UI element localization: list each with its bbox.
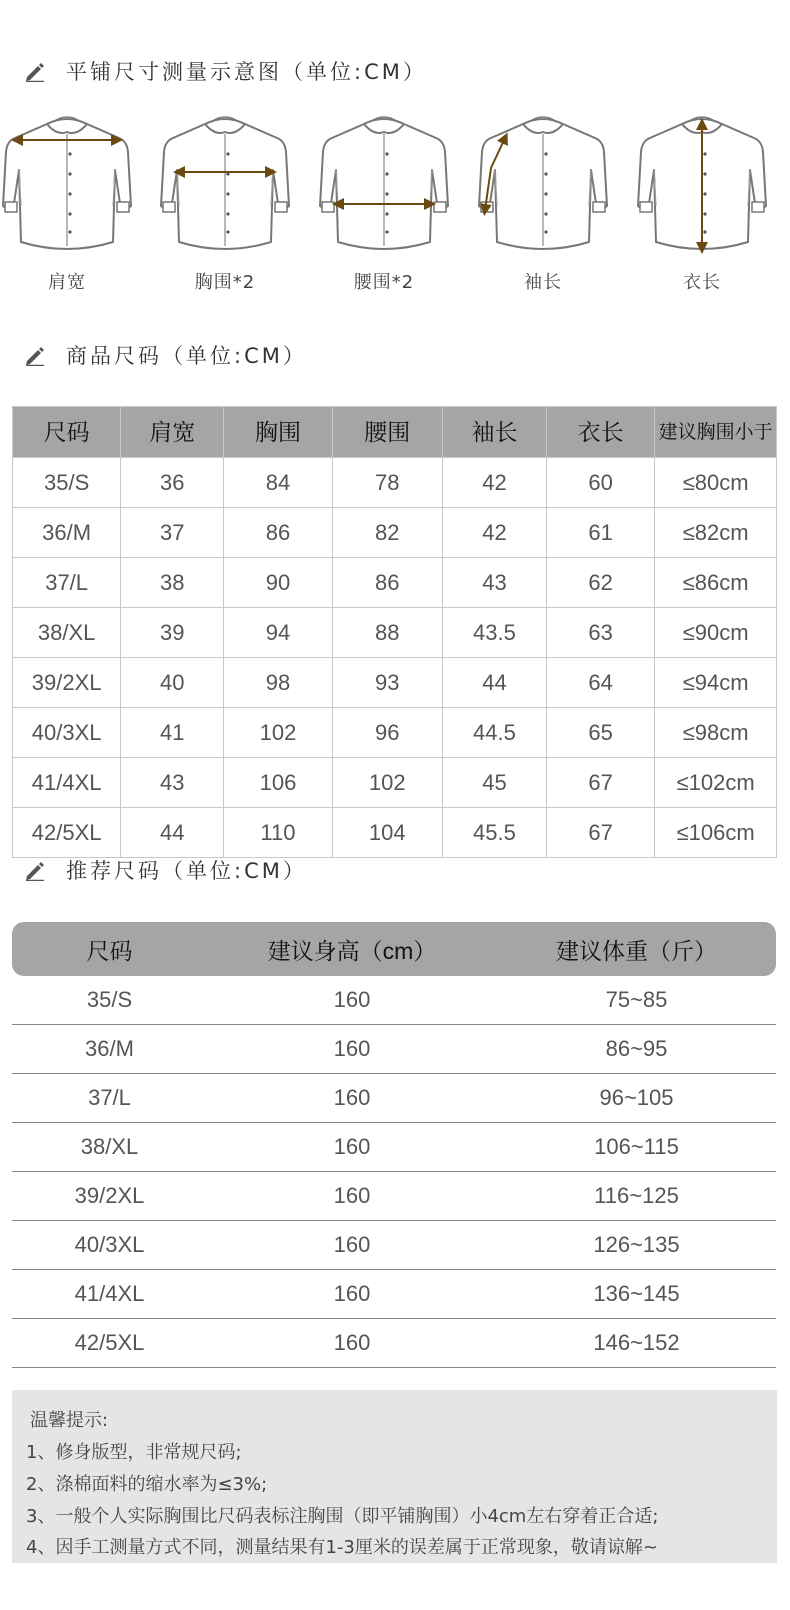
table-cell: 36/M — [85, 1036, 134, 1061]
recommend-col-header: 建议身高（cm） — [267, 937, 437, 964]
table-cell: 37/L — [13, 558, 121, 608]
table-cell: 42 — [442, 458, 546, 508]
table-row — [12, 1319, 776, 1368]
table-cell: 65 — [547, 708, 655, 758]
table-cell: ≤94cm — [655, 658, 777, 708]
recommend-table — [12, 976, 776, 1368]
table-cell: 67 — [547, 758, 655, 808]
table-cell: 37/L — [88, 1085, 131, 1110]
table-cell: 86 — [224, 508, 332, 558]
table-row — [12, 976, 776, 1025]
table-row — [12, 1270, 776, 1319]
table-cell: 160 — [333, 987, 371, 1012]
measure-chest — [155, 110, 295, 310]
table-cell: 45.5 — [442, 808, 546, 858]
table-cell: 44 — [121, 808, 224, 858]
table-cell: 96 — [332, 708, 442, 758]
table-cell: 45 — [442, 758, 546, 808]
pencil-icon — [24, 60, 46, 82]
table-row — [12, 1123, 776, 1172]
table-row — [12, 1025, 776, 1074]
size-col-header: 胸围 — [224, 407, 332, 458]
table-cell: 86~95 — [605, 1036, 668, 1061]
size-table-header — [13, 407, 777, 458]
measure-waist — [314, 110, 454, 310]
table-cell: 39/2XL — [74, 1183, 145, 1208]
table-cell: 146~152 — [593, 1330, 680, 1355]
table-row — [13, 658, 777, 708]
table-cell: 160 — [333, 1036, 371, 1061]
section-recommend-title — [24, 855, 307, 885]
table-cell: 42 — [442, 508, 546, 558]
size-col-header: 衣长 — [547, 407, 655, 458]
table-cell: 35/S — [13, 458, 121, 508]
table-cell: 160 — [333, 1134, 371, 1159]
shirt-icon — [155, 110, 295, 260]
table-cell: 116~125 — [594, 1183, 679, 1208]
table-cell: 88 — [332, 608, 442, 658]
table-cell: 38/XL — [13, 608, 121, 658]
table-cell: 82 — [332, 508, 442, 558]
measure-diagram — [0, 110, 790, 310]
table-cell: ≤98cm — [655, 708, 777, 758]
table-cell: 38 — [121, 558, 224, 608]
size-table — [12, 406, 777, 858]
section-size-title-text: 商品尺码（单位:CM） — [66, 344, 307, 368]
table-cell: 44 — [442, 658, 546, 708]
table-cell: ≤90cm — [655, 608, 777, 658]
table-cell: 160 — [333, 1232, 371, 1257]
table-cell: 93 — [332, 658, 442, 708]
table-cell: 61 — [547, 508, 655, 558]
table-cell: 160 — [333, 1183, 371, 1208]
table-cell: 42/5XL — [13, 808, 121, 858]
table-cell: 40 — [121, 658, 224, 708]
table-cell: ≤80cm — [655, 458, 777, 508]
shirt-icon — [0, 110, 137, 260]
table-cell: 42/5XL — [74, 1330, 145, 1355]
table-cell: 38/XL — [80, 1134, 139, 1159]
table-row — [13, 758, 777, 808]
size-col-header: 肩宽 — [121, 407, 224, 458]
table-cell: 40/3XL — [13, 708, 121, 758]
table-cell: 41/4XL — [13, 758, 121, 808]
table-row — [12, 1221, 776, 1270]
table-row — [13, 708, 777, 758]
table-cell: ≤102cm — [655, 758, 777, 808]
table-cell: 98 — [224, 658, 332, 708]
table-row — [13, 508, 777, 558]
table-cell: 102 — [332, 758, 442, 808]
table-cell: 104 — [332, 808, 442, 858]
table-row — [12, 1074, 776, 1123]
table-cell: 84 — [224, 458, 332, 508]
shirt-icon — [314, 110, 454, 260]
table-cell: 41 — [121, 708, 224, 758]
pencil-icon — [24, 859, 46, 881]
measure-shoulder — [0, 110, 137, 310]
table-cell: 136~145 — [593, 1281, 680, 1306]
table-cell: 43.5 — [442, 608, 546, 658]
table-cell: 106~115 — [594, 1134, 679, 1159]
table-cell: 60 — [547, 458, 655, 508]
table-cell: ≤106cm — [655, 808, 777, 858]
size-col-header: 建议胸围小于 — [655, 407, 777, 458]
table-cell: 160 — [333, 1281, 371, 1306]
table-cell: 39/2XL — [13, 658, 121, 708]
table-row — [13, 458, 777, 508]
tips-line: 4、因手工测量方式不同，测量结果有1-3厘米的误差属于正常现象，敬请谅解~ — [26, 1537, 658, 1558]
table-cell: 86 — [332, 558, 442, 608]
measure-label: 衣长 — [683, 272, 721, 293]
tips-title: 温馨提示: — [30, 1410, 109, 1431]
section-size-title — [24, 340, 307, 370]
section-measure-title-text: 平铺尺寸测量示意图（单位:CM） — [66, 60, 427, 84]
measure-label: 腰围*2 — [353, 272, 415, 293]
recommend-col-header: 建议体重（斤） — [556, 937, 717, 964]
table-cell: 160 — [333, 1330, 371, 1355]
size-col-header: 袖长 — [442, 407, 546, 458]
shirt-icon — [632, 110, 772, 260]
table-cell: 96~105 — [599, 1085, 674, 1110]
table-cell: 110 — [224, 808, 332, 858]
table-cell: 75~85 — [605, 987, 668, 1012]
table-row — [12, 1172, 776, 1221]
table-cell: 160 — [333, 1085, 371, 1110]
recommend-table-header — [12, 922, 776, 976]
shirt-icon — [473, 110, 613, 260]
pencil-icon — [24, 344, 46, 366]
table-cell: ≤82cm — [655, 508, 777, 558]
table-cell: 35/S — [86, 987, 133, 1012]
section-recommend-title-text: 推荐尺码（单位:CM） — [66, 859, 307, 883]
table-cell: 64 — [547, 658, 655, 708]
table-cell: 106 — [224, 758, 332, 808]
tips-line: 3、一般个人实际胸围比尺码表标注胸围（即平铺胸围）小4cm左右穿着正合适; — [26, 1506, 659, 1527]
table-cell: 36 — [121, 458, 224, 508]
table-cell: 39 — [121, 608, 224, 658]
table-cell: 62 — [547, 558, 655, 608]
table-row — [13, 608, 777, 658]
table-cell: 126~135 — [593, 1232, 680, 1257]
table-cell: 37 — [121, 508, 224, 558]
measure-length — [632, 110, 772, 310]
table-cell: 94 — [224, 608, 332, 658]
table-cell: 44.5 — [442, 708, 546, 758]
table-row — [13, 808, 777, 858]
size-col-header: 尺码 — [13, 407, 121, 458]
table-cell: 36/M — [13, 508, 121, 558]
measure-sleeve — [473, 110, 613, 310]
table-cell: 43 — [442, 558, 546, 608]
tips-line: 2、涤棉面料的缩水率为≤3%; — [26, 1474, 268, 1495]
table-cell: 41/4XL — [74, 1281, 145, 1306]
tips-line: 1、修身版型，非常规尺码; — [26, 1442, 242, 1463]
measure-label: 肩宽 — [48, 272, 86, 293]
tips-box — [12, 1390, 777, 1563]
recommend-col-header: 尺码 — [86, 937, 133, 964]
table-row — [13, 558, 777, 608]
table-cell: ≤86cm — [655, 558, 777, 608]
table-cell: 63 — [547, 608, 655, 658]
table-cell: 78 — [332, 458, 442, 508]
section-measure-title — [24, 56, 427, 86]
table-cell: 102 — [224, 708, 332, 758]
table-cell: 40/3XL — [74, 1232, 145, 1257]
table-cell: 43 — [121, 758, 224, 808]
table-cell: 90 — [224, 558, 332, 608]
measure-label: 胸围*2 — [194, 272, 256, 293]
table-cell: 67 — [547, 808, 655, 858]
size-col-header: 腰围 — [332, 407, 442, 458]
measure-label: 袖长 — [524, 272, 562, 293]
